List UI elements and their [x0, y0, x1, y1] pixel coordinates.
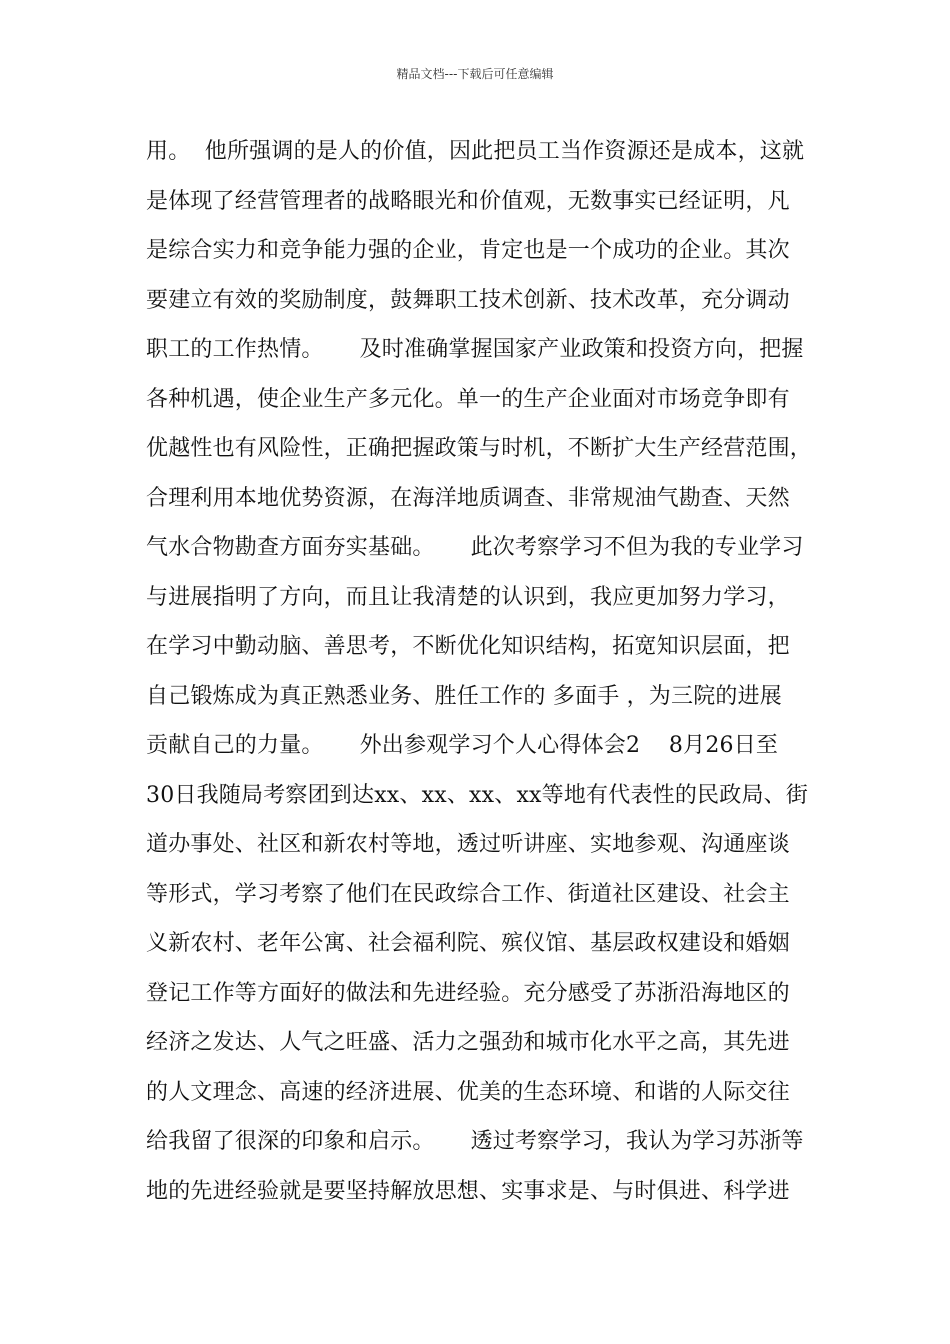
text-line: 30日我随局考察团到达xx、xx、xx、xx等地有代表性的民政局、街	[146, 782, 809, 808]
text-line: 的人文理念、高速的经济进展、优美的生态环境、和谐的人际交往	[146, 1079, 790, 1105]
text-line: 是综合实力和竞争能力强的企业，肯定也是一个成功的企业。其次	[146, 238, 790, 263]
text-line: 各种机遇，使企业生产多元化。单一的生产企业面对市场竞争即有	[146, 386, 790, 412]
text-line: 道办事处、社区和新农村等地，透过听讲座、实地参观、沟通座谈	[146, 832, 790, 857]
text-line: 登记工作等方面好的做法和先进经验。充分感受了苏浙沿海地区的	[146, 980, 790, 1006]
text-line: 用。 他所强调的是人的价值，因此把员工当作资源还是成本，这就	[146, 139, 805, 164]
text-line: 优越性也有风险性，正确把握政策与时机，不断扩大生产经营范围，	[146, 436, 813, 461]
document-body	[146, 127, 826, 1216]
text-line: 给我留了很深的印象和启示。 透过考察学习，我认为学习苏浙等	[146, 1129, 804, 1154]
text-line: 等形式，学习考察了他们在民政综合工作、街道社区建设、社会主	[146, 881, 790, 907]
text-line: 是体现了经营管理者的战略眼光和价值观，无数事实已经证明，凡	[146, 188, 790, 214]
text-line: 经济之发达、人气之旺盛、活力之强劲和城市化水平之高，其先进	[146, 1030, 790, 1055]
page-header: 精品文档---下载后可任意编辑	[396, 67, 554, 81]
text-line: 自己锻炼成为真正熟悉业务、胜任工作的 多面手 ，为三院的进展	[146, 683, 782, 709]
text-line: 在学习中勤动脑、善思考，不断优化知识结构，拓宽知识层面，把	[146, 634, 790, 659]
text-line: 地的先进经验就是要坚持解放思想、实事求是、与时俱进、科学进	[146, 1178, 790, 1204]
text-line: 义新农村、老年公寓、社会福利院、殡仪馆、基层政权建设和婚姻	[146, 931, 790, 956]
text-line: 与进展指明了方向，而且让我清楚的认识到，我应更加努力学习，	[146, 584, 790, 610]
text-line: 要建立有效的奖励制度，鼓舞职工技术创新、技术改革，充分调动	[146, 287, 790, 313]
text-line: 合理利用本地优势资源，在海洋地质调查、非常规油气勘查、天然	[146, 485, 790, 511]
text-line: 贡献自己的力量。 外出参观学习个人心得体会2 8月26日至	[146, 733, 779, 758]
text-line: 气水合物勘查方面夯实基础。 此次考察学习不但为我的专业学习	[146, 535, 804, 560]
text-line: 职工的工作热情。 及时准确掌握国家产业政策和投资方向，把握	[146, 337, 804, 362]
